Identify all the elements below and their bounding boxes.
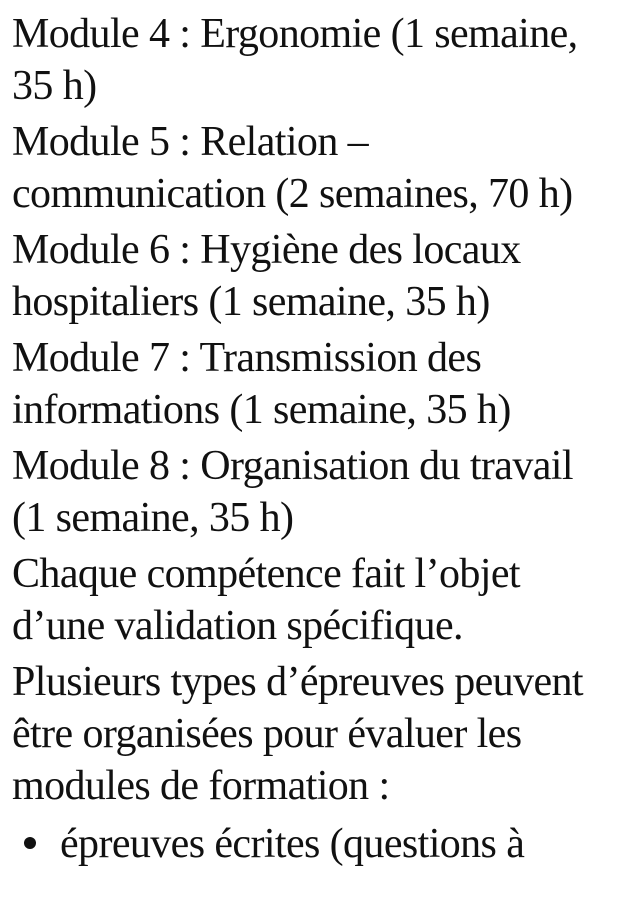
module-6-line-1: Module 6 : Hygiène des locaux [12, 227, 521, 273]
epreuves-line-2: être organisées pour évaluer les [12, 711, 522, 757]
module-5-line-2: communication (2 semaines, 70 h) [12, 171, 573, 217]
epreuves-line-1: Plusieurs types d’épreuves peuvent [12, 659, 583, 705]
module-6-line-2: hospitaliers (1 semaine, 35 h) [12, 279, 490, 325]
bullet-list-item [12, 818, 524, 870]
validation-line-2: d’une validation spécifique. [12, 603, 463, 649]
module-7-line-1: Module 7 : Transmission des [12, 335, 482, 381]
module-4-line-2: 35 h) [12, 63, 97, 109]
module-5-line-1: Module 5 : Relation – [12, 119, 369, 165]
module-8-line-1: Module 8 : Organisation du travail [12, 443, 573, 489]
module-8-line-2: (1 semaine, 35 h) [12, 495, 294, 541]
module-7-line-2: informations (1 semaine, 35 h) [12, 387, 511, 433]
epreuves-line-3: modules de formation : [12, 763, 390, 809]
bullet-text: épreuves écrites (questions à [60, 821, 525, 867]
bullet-icon [24, 837, 36, 849]
module-4-line-1: Module 4 : Ergonomie (1 semaine, [12, 11, 578, 57]
validation-line-1: Chaque compétence fait l’objet [12, 551, 520, 597]
